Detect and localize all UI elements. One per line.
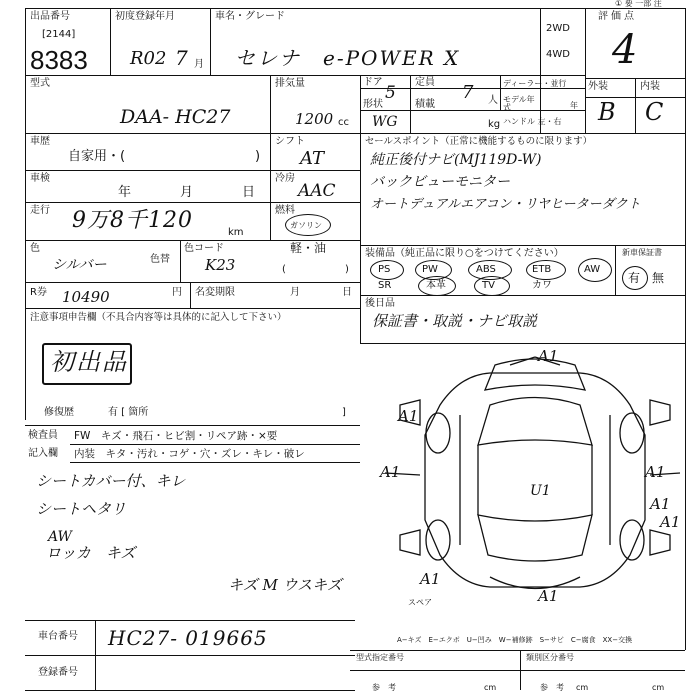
recycle-value: 10490 [62,288,110,306]
color-change-label: 色替 [150,254,170,265]
registration-label: 登録番号 [38,667,78,678]
comment-2: シートヘタリ [36,500,127,518]
rule [270,202,360,203]
person-unit: 人 [488,95,498,106]
rule [540,8,541,133]
cm-unit-3: cm [652,683,665,692]
chassis-label: 車台番号 [38,631,78,642]
lot-bracket: [2144] [42,29,76,40]
warranty-have: 有 [628,271,641,285]
damage-mark-right-mid: A1 [650,495,671,513]
repair-close: ] [342,407,346,418]
equip-abs: ABS [476,264,496,275]
exterior-grade: B [598,98,616,126]
rule [25,690,355,691]
sales-line2: バックビューモニター [370,174,510,190]
equip-circle-leather [418,276,456,296]
repair-label: 修復歴 [44,407,74,418]
reference-label-1: 参 考 [372,683,396,692]
exterior-label: 外装 [588,81,608,92]
km-unit: km [228,227,244,238]
shaken-label: 車検 [30,173,50,184]
equip-etb: ETB [532,264,552,275]
rule [25,655,355,656]
rule [25,170,270,171]
equip-aw: AW [584,264,601,275]
equip-tv: TV [482,280,495,291]
comment-1: シートカバー付、キレ [36,472,186,490]
stamp-text: 初出品 [50,348,128,376]
carname: セレナ e-POWER X [235,46,461,70]
rule [585,8,586,133]
inspector-label-1: 検査員 [28,430,58,441]
equip-kawa: カワ [532,280,552,291]
comment-3: AW [48,529,72,545]
shape-label: 形状 [363,99,383,110]
shift-label: シフト [275,136,305,147]
documents-label: 後日品 [365,298,395,309]
model-value: DAA- HC27 [120,106,231,128]
displacement-label: 排気量 [275,78,305,89]
fuel-label: 燃料 [275,205,295,216]
kg-unit: kg [488,119,501,130]
rule [270,75,271,240]
rule [25,282,360,283]
score-value: 4 [612,27,638,73]
ac-label: 冷房 [275,173,295,184]
rule [360,343,685,344]
car-diagram [360,345,695,607]
rule [500,75,501,110]
rule [190,282,191,308]
dealer-label: ディーラー・並行 [503,79,567,88]
rule [350,670,685,671]
inspector-row1: FW キズ・飛石・ヒビ割・リペア跡・×要 [74,430,278,442]
type-designation-label: 型式指定番号 [356,653,404,662]
damage-mark-left-rear: A1 [420,570,441,588]
door-value: 5 [385,83,396,103]
notes-label: 注意事項申告欄（不具合内容等は具体的に記入して下さい） [30,312,287,323]
damage-mark-roof: U1 [530,483,551,499]
rule [520,650,521,690]
rule [110,8,111,75]
color-code-value: K23 [205,256,236,274]
damage-mark-rear: A1 [538,587,559,605]
damage-mark-front: A1 [538,347,559,365]
equip-pw: PW [422,264,438,275]
expiry-label: 名変期限 [195,287,235,298]
equip-circle-ps [370,260,404,280]
damage-mark-left-side: A1 [380,463,401,481]
model-year-label: モデル年式 [503,95,535,112]
damage-mark-left-front: A1 [398,407,419,425]
month-unit: 月 [194,59,204,70]
cc-unit: cc [338,117,349,128]
documents-value: 保証書・取説・ナビ取説 [372,312,538,330]
rule [635,78,636,133]
rule [360,110,585,111]
fuel-gasoline: ガソリン [290,221,322,230]
color-label: 色 [30,243,40,254]
cm-unit-2: cm [576,683,589,692]
color-value: シルバー [52,257,107,273]
inspector-label-2: 記入欄 [28,448,58,459]
rule [180,240,181,282]
rule [25,8,685,9]
damage-mark-right-rear: A1 [660,513,681,531]
cm-unit-1: cm [484,683,497,692]
rule [360,295,685,296]
rule [25,202,270,203]
history-value: 自家用・( [68,149,126,164]
shaken-year: 年 [118,185,132,200]
shape-value: WG [372,114,398,130]
load-label: 積載 [415,99,435,110]
interior-label: 内装 [640,81,660,92]
mileage-label: 走行 [30,205,50,216]
year-unit: 年 [570,101,578,110]
rule [615,245,616,295]
rule [360,75,361,343]
score-label: 評価点 [598,11,637,22]
equip-sr: SR [378,280,392,291]
first-reg-label: 初度登録年月 [115,11,175,22]
rule [25,8,26,420]
capacity-label: 定員 [415,77,435,88]
rule [25,308,360,309]
color-code-label: 色コード [184,243,224,254]
comment-4: ロッカ キズ [46,544,136,562]
rule [25,620,355,621]
reference-label-2: 参 考 [540,683,564,692]
spare-label: スペア [408,598,432,607]
displacement-value: 1200 [295,110,334,128]
equip-ps: PS [378,264,391,275]
rule [70,462,360,463]
sales-line1: 純正後付ナビ(MJ119D-W) [370,152,542,168]
mileage-value: 9万8千120 [72,208,193,233]
door-label: ドア [363,77,383,88]
equip-circle-tv [474,276,510,296]
fuel-paren-open: ( [282,264,286,275]
lot-label: 出品番号 [30,11,70,22]
top-note: ① 要 一部 注 [615,0,662,8]
model-label: 型式 [30,78,50,89]
equipment-label: 装備品（純正品に限り○をつけてください） [365,248,564,259]
rule [360,245,685,246]
category-label: 類別区分番号 [526,653,574,662]
lot-number: 8383 [30,45,88,75]
ac-value: AAC [298,181,336,201]
rule [350,650,685,651]
interior-grade: C [645,98,664,126]
fuel-selected-circle [285,214,331,236]
shaken-month: 月 [180,185,194,200]
sales-line3: オートデュアルエアコン・リヤヒーターダクト [370,197,641,212]
shaken-day: 日 [242,185,256,200]
chassis-value: HC27- 019665 [108,626,268,650]
fuel-paren-close: ) [345,264,349,275]
fuel-light: 軽・油 [290,241,327,255]
capacity-value: 7 [462,82,474,103]
expiry-month: 月 [290,287,300,298]
warranty-label: 新車保証書 [622,248,662,257]
history-label: 車歴 [30,136,50,147]
rule [25,75,585,76]
warranty-none: 無 [652,271,665,285]
shift-value: AT [300,148,325,169]
rule [270,170,360,171]
rule [210,8,211,75]
4wd-label: 4WD [546,49,570,60]
history-close: ) [255,149,261,164]
rule [95,620,96,690]
rule [25,133,685,134]
recycle-label: R券 [30,287,47,298]
rule [25,425,360,426]
repair-value: 有 [ 箇所 [108,407,149,418]
comment-5: キズ M ウスキズ [228,576,342,594]
first-reg-year: R02 [130,48,167,69]
carname-label: 車名・グレード [215,11,285,22]
first-listing-stamp [42,343,132,385]
rule [70,444,360,445]
sales-label: セールスポイント（正常に機能するものに限ります） [365,136,593,147]
equip-leather: 本革 [426,280,446,291]
damage-mark-right-side: A1 [645,463,666,481]
damage-legend: A−キズ E−エクボ U−凹み W−補修跡 S−サビ C−腐食 XX−交換 [397,636,633,644]
equip-circle-aw [578,258,612,282]
warranty-circle [622,266,648,290]
equip-circle-etb [526,260,566,280]
rule [410,75,411,133]
2wd-label: 2WD [546,23,570,34]
first-reg-month: 7 [175,46,188,70]
handle-label: ハンドル 左・右 [503,117,562,126]
expiry-day: 日 [342,287,352,298]
yen-unit: 円 [172,287,182,298]
inspector-row2: 内装 キタ・汚れ・コゲ・穴・ズレ・キレ・破レ [74,448,305,460]
